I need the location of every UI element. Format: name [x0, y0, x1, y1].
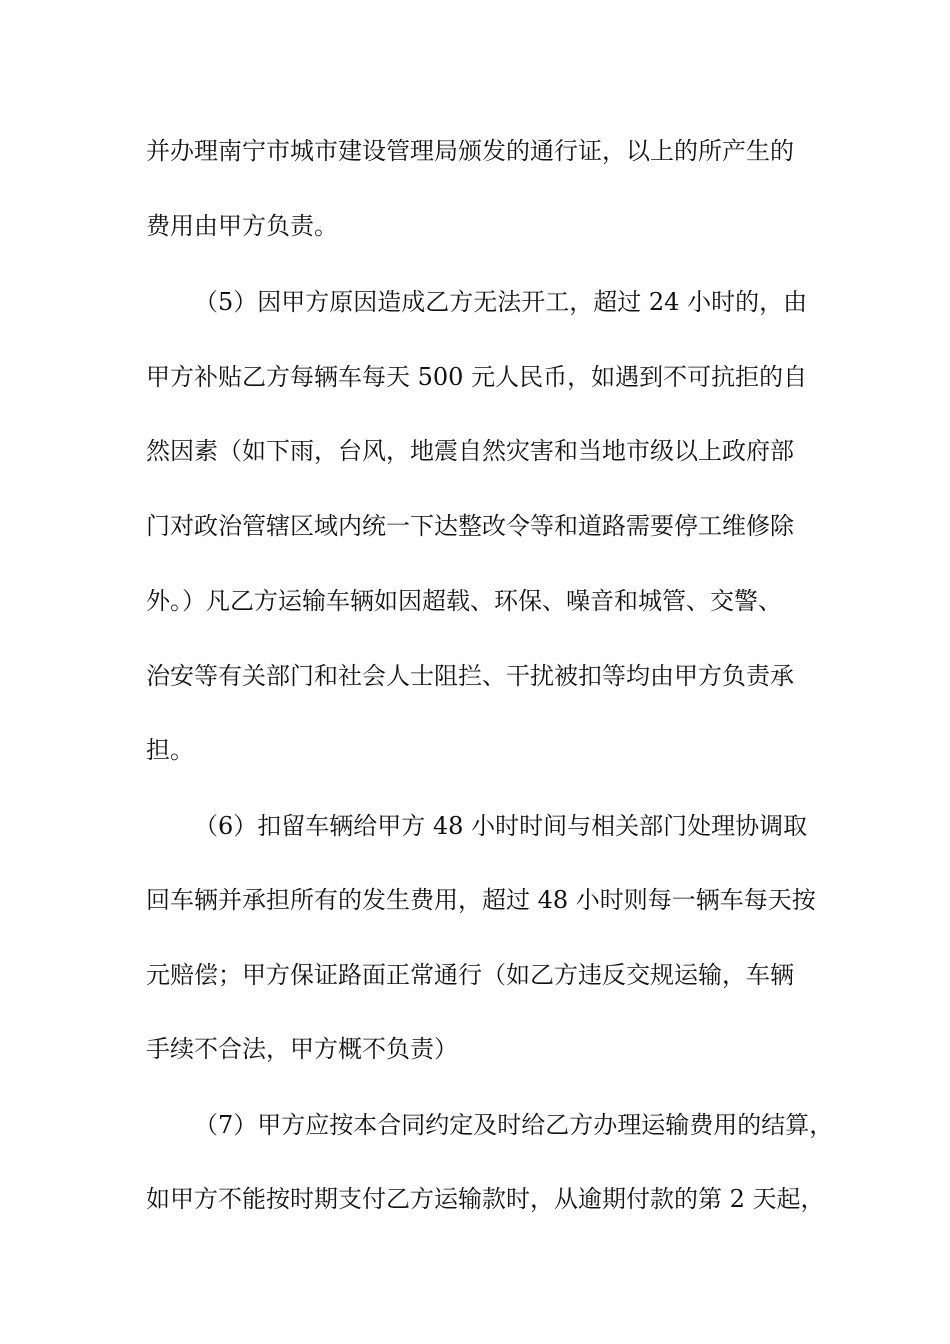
text-line: 然因素（如下雨，台风，地震自然灾害和当地市级以上政府部	[146, 437, 794, 465]
text-line: 费用由甲方负责。	[146, 212, 338, 240]
text-line: 甲方补贴乙方每辆车每天 500 元人民币，如遇到不可抗拒的自	[146, 363, 808, 391]
paragraph-5-start: （5）因甲方原因造成乙方无法开工，超过 24 小时的，由	[194, 288, 808, 316]
text-line: 元赔偿；甲方保证路面正常通行（如乙方违反交规运输，车辆	[146, 961, 794, 989]
paragraph-7-start: （7）甲方应按本合同约定及时给乙方办理运输费用的结算，	[194, 1111, 834, 1139]
paragraph-6-start: （6）扣留车辆给甲方 48 小时时间与相关部门处理协调取	[194, 812, 808, 840]
text-line: 治安等有关部门和社会人士阻拦、干扰被扣等均由甲方负责承	[146, 662, 794, 690]
text-line: 门对政治管辖区域内统一下达整改令等和道路需要停工维修除	[146, 512, 794, 540]
text-line: 手续不合法，甲方概不负责）	[146, 1035, 458, 1063]
text-line: 外。）凡乙方运输车辆如因超载、环保、噪音和城管、交警、	[146, 587, 782, 615]
text-line: 担。	[146, 736, 194, 764]
text-line: 如甲方不能按时期支付乙方运输款时，从逾期付款的第 2 天起，	[146, 1185, 825, 1213]
text-line: 并办理南宁市城市建设管理局颁发的通行证，以上的所产生的	[146, 137, 794, 165]
text-line: 回车辆并承担所有的发生费用，超过 48 小时则每一辆车每天按	[146, 886, 816, 914]
